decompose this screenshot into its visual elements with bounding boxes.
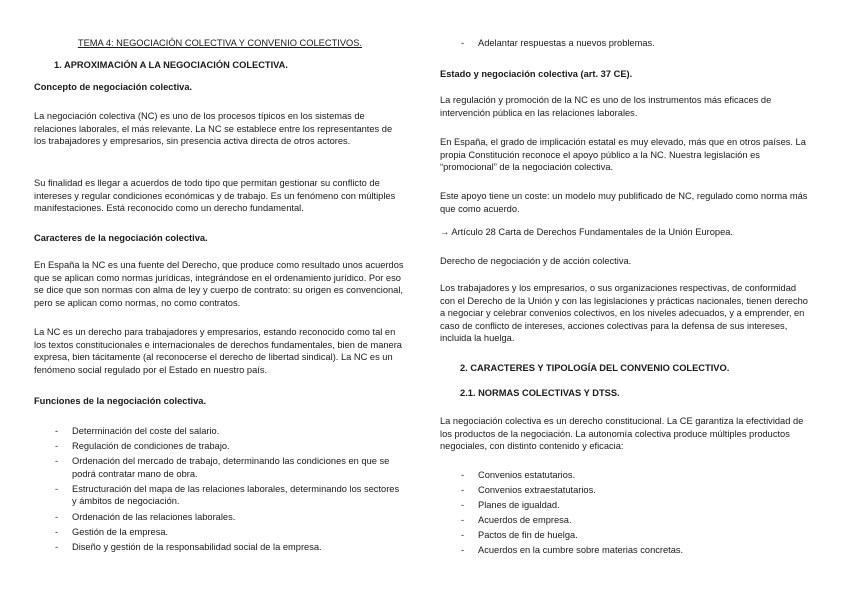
list-item: - Acuerdos de empresa. (440, 514, 812, 527)
paragraph-nc-derecho: La NC es un derecho para trabajadores y empresarios, estando reconocido como tal en los textos constitucionales e internacionales de derechos fundamentales, bien de manera expresa, bien tácitamente (al reconocerse el derecho de libertad sindical). La NC es un fenómeno social regulado por el Estado en nuestro país. (34, 327, 402, 375)
article-28-reference: → Artículo 28 Carta de Derechos Fundamentales de la Unión Europea. (440, 227, 734, 237)
list-item: - Estructuración del mapa de las relaciones laborales, determinando los sectores y ámbitos de negociación. (34, 483, 406, 508)
paragraph-nc-fuente: En España la NC es una fuente del Derecho, que produce como resultado unos acuerdos que se aplican como normas jurídicas, integrándose en el ordenamiento jurídico. Por eso se dice que son normas con alma de ley y cuerpo de contrato: su origen es convencional, pero se aplican como normas, no como contratos. (34, 260, 404, 308)
list-item: - Gestión de la empresa. (34, 526, 406, 539)
funciones-heading: Funciones de la negociación colectiva. (34, 396, 207, 406)
list-item: - Convenios estatutarios. (440, 469, 812, 482)
caracteres-heading: Caracteres de la negociación colectiva. (34, 233, 208, 243)
list-item: - Diseño y gestión de la responsabilidad social de la empresa. (34, 541, 406, 554)
paragraph-derecho-constitucional: La negociación colectiva es un derecho constitucional. La CE garantiza la efectividad de los productos de la negociación. La autonomía colectiva produce múltiples productos negociales, con distinto contenido y eficacia: (440, 416, 804, 452)
paragraph-coste: Este apoyo tiene un coste: un modelo muy publificado de NC, regulado como norma más que como acuerdo. (440, 191, 808, 214)
section-1-heading: 1. APROXIMACIÓN A LA NEGOCIACIÓN COLECTIVA. (54, 60, 288, 70)
document-title: TEMA 4: NEGOCIACIÓN COLECTIVA Y CONVENIO COLECTIVOS. (77, 38, 363, 48)
estado-heading: Estado y negociación colectiva (art. 37 CE). (440, 69, 633, 79)
list-item: - Ordenación de las relaciones laborales. (34, 511, 406, 524)
section-2-heading: 2. CARACTERES Y TIPOLOGÍA DEL CONVENIO COLECTIVO. (460, 363, 730, 373)
paragraph-nc-finalidad: Su finalidad es llegar a acuerdos de todo tipo que permitan gestionar su conflicto de intereses y regular condiciones económicas y de trabajo. Es un fenómeno con múltiples manifestaciones. Está reconocido como un derecho fundamental. (34, 178, 396, 214)
paragraph-trabajadores: Los trabajadores y los empresarios, o sus organizaciones respectivas, de conformidad con el Derecho de la Unión y con las legislaciones y prácticas nacionales, tienen derecho a negociar y celebrar convenios colectivos, en los niveles adecuados, y a emprender, en caso de conflicto de intereses, acciones colectivas para la defensa de sus intereses, incluida la huelga. (440, 283, 808, 344)
funciones-list (34, 425, 406, 556)
list-item: - Determinación del coste del salario. (34, 425, 406, 438)
continued-list-item: - Adelantar respuestas a nuevos problemas. (440, 37, 812, 50)
list-item: - Convenios extraestatutarios. (440, 484, 812, 497)
productos-list (440, 469, 812, 560)
list-item: - Pactos de fin de huelga. (440, 529, 812, 542)
list-item: - Acuerdos en la cumbre sobre materias concretas. (440, 544, 812, 557)
paragraph-nc-definition: La negociación colectiva (NC) es uno de los procesos típicos en los sistemas de relaciones laborales, el más relevante. La NC se establece entre los representantes de los trabajadores y empresarios, sin presencia activa directa de otros actores. (34, 111, 393, 147)
paragraph-derecho-negociacion: Derecho de negociación y de acción colectiva. (440, 256, 632, 266)
paragraph-regulacion: La regulación y promoción de la NC es uno de los instrumentos más eficaces de intervención pública en las relaciones laborales. (440, 95, 772, 118)
paragraph-espana: En España, el grado de implicación estatal es muy elevado, más que en otros países. La propia Constitución reconoce el apoyo público a la NC. Nuestra legislación es “promocional” de la negociación colectiva. (440, 137, 806, 173)
concept-heading: Concepto de negociación colectiva. (34, 82, 193, 92)
subsection-2-1-heading: 2.1. NORMAS COLECTIVAS Y DTSS. (460, 388, 620, 398)
list-item: - Regulación de condiciones de trabajo. (34, 440, 406, 453)
list-item: - Planes de igualdad. (440, 499, 812, 512)
list-item: - Ordenación del mercado de trabajo, determinando las condiciones en que se podrá contratar mano de obra. (34, 455, 406, 480)
